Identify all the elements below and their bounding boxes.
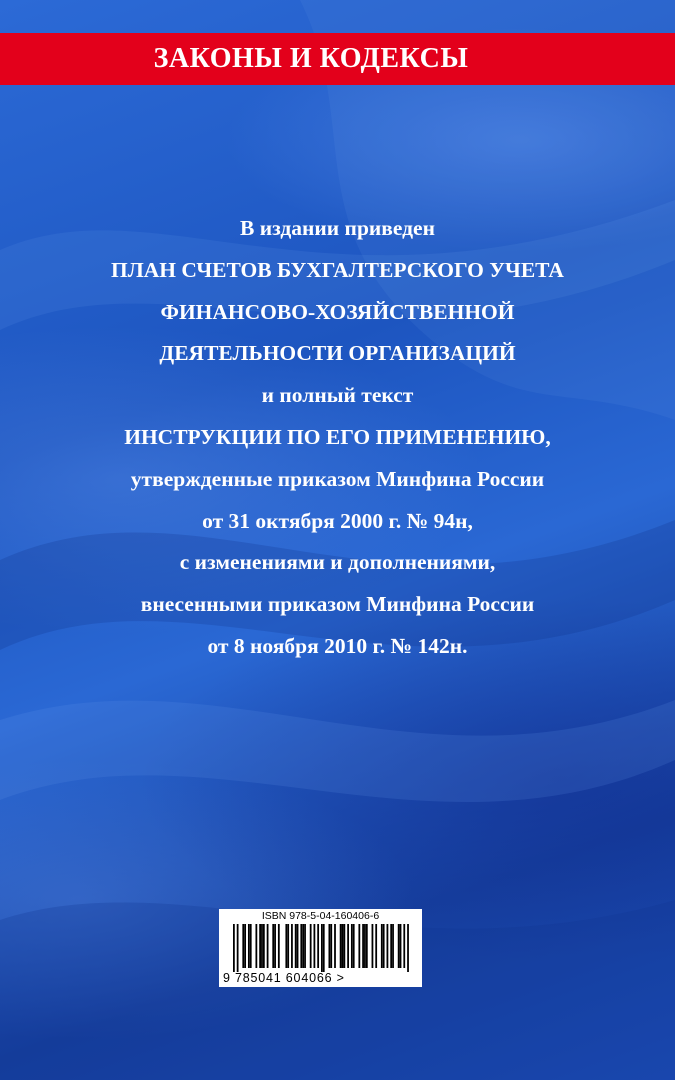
barcode-bar [323, 924, 325, 972]
series-banner [0, 33, 675, 85]
barcode-bar [375, 924, 377, 968]
description-line: и полный текст [261, 383, 414, 408]
barcode-bar [381, 924, 383, 968]
description-line: ПЛАН СЧЕТОВ БУХГАЛТЕРСКОГО УЧЕТА [111, 257, 564, 282]
barcode-bar [390, 924, 392, 968]
description-line: с изменениями и дополнениями, [179, 550, 496, 575]
description-line: утвержденные приказом Минфина России [130, 466, 545, 491]
barcode-bar [372, 924, 374, 968]
description-line: от 8 ноября 2010 г. № 142н. [207, 633, 468, 658]
description-text [20, 208, 655, 668]
barcode-bar [358, 924, 360, 968]
barcode-bar [297, 924, 299, 968]
barcode-digits: 9 785041 604066 > [223, 971, 345, 985]
barcode-bar [334, 924, 336, 968]
barcode-bar [400, 924, 402, 968]
barcode-bar [285, 924, 287, 968]
description-line: ИНСТРУКЦИИ ПО ЕГО ПРИМЕНЕНИЮ, [124, 424, 551, 449]
barcode-bar [321, 924, 323, 972]
barcode-bars [233, 924, 409, 972]
barcode-bar [248, 924, 250, 968]
barcode-bar [263, 924, 265, 968]
barcode-bar [392, 924, 394, 968]
barcode-bar [342, 924, 344, 968]
barcode-bar [330, 924, 332, 968]
barcode-bar [287, 924, 289, 968]
barcode-bar [317, 924, 319, 968]
barcode-bar [255, 924, 257, 968]
series-title: ЗАКОНЫ И КОДЕКСЫ [153, 43, 469, 74]
barcode-bar [353, 924, 355, 968]
barcode-bar [274, 924, 276, 968]
barcode-bar [403, 924, 405, 968]
barcode-bar [364, 924, 366, 968]
barcode-bar [351, 924, 353, 968]
barcode-bar [244, 924, 246, 968]
description-line: В издании приведен [240, 216, 435, 240]
barcode-bar [343, 924, 345, 968]
isbn-number: ISBN 978-5-04-160406-6 [261, 910, 380, 922]
barcode-bar [366, 924, 368, 968]
barcode-bar [261, 924, 263, 968]
description-line: ФИНАНСОВО-ХОЗЯЙСТВЕННОЙ [160, 299, 515, 324]
description-line: от 31 октября 2000 г. № 94н, [202, 508, 473, 533]
barcode-bar [233, 924, 235, 972]
description-line: ДЕЯТЕЛЬНОСТИ ОРГАНИЗАЦИЙ [159, 341, 516, 366]
barcode-bar [267, 924, 269, 968]
barcode-bar [304, 924, 306, 968]
barcode-bar [242, 924, 244, 968]
barcode-bar [362, 924, 364, 968]
barcode-bar [407, 924, 409, 972]
barcode-bar [387, 924, 389, 968]
barcode-bar [302, 924, 304, 968]
barcode-bar [295, 924, 297, 968]
barcode-bar [237, 924, 239, 972]
barcode-bar [310, 924, 312, 968]
barcode-bar [314, 924, 316, 968]
isbn-barcode [219, 909, 422, 987]
description-line: внесенными приказом Минфина России [140, 592, 535, 617]
barcode-bar [398, 924, 400, 968]
barcode-bar [250, 924, 252, 968]
barcode-bar [300, 924, 302, 968]
barcode-bar [259, 924, 261, 968]
barcode-bar [383, 924, 385, 968]
barcode-bar [328, 924, 330, 968]
barcode-bar [291, 924, 293, 968]
barcode-bar [347, 924, 349, 968]
barcode-bar [272, 924, 274, 968]
barcode-bar [278, 924, 280, 968]
barcode-bar [340, 924, 342, 968]
